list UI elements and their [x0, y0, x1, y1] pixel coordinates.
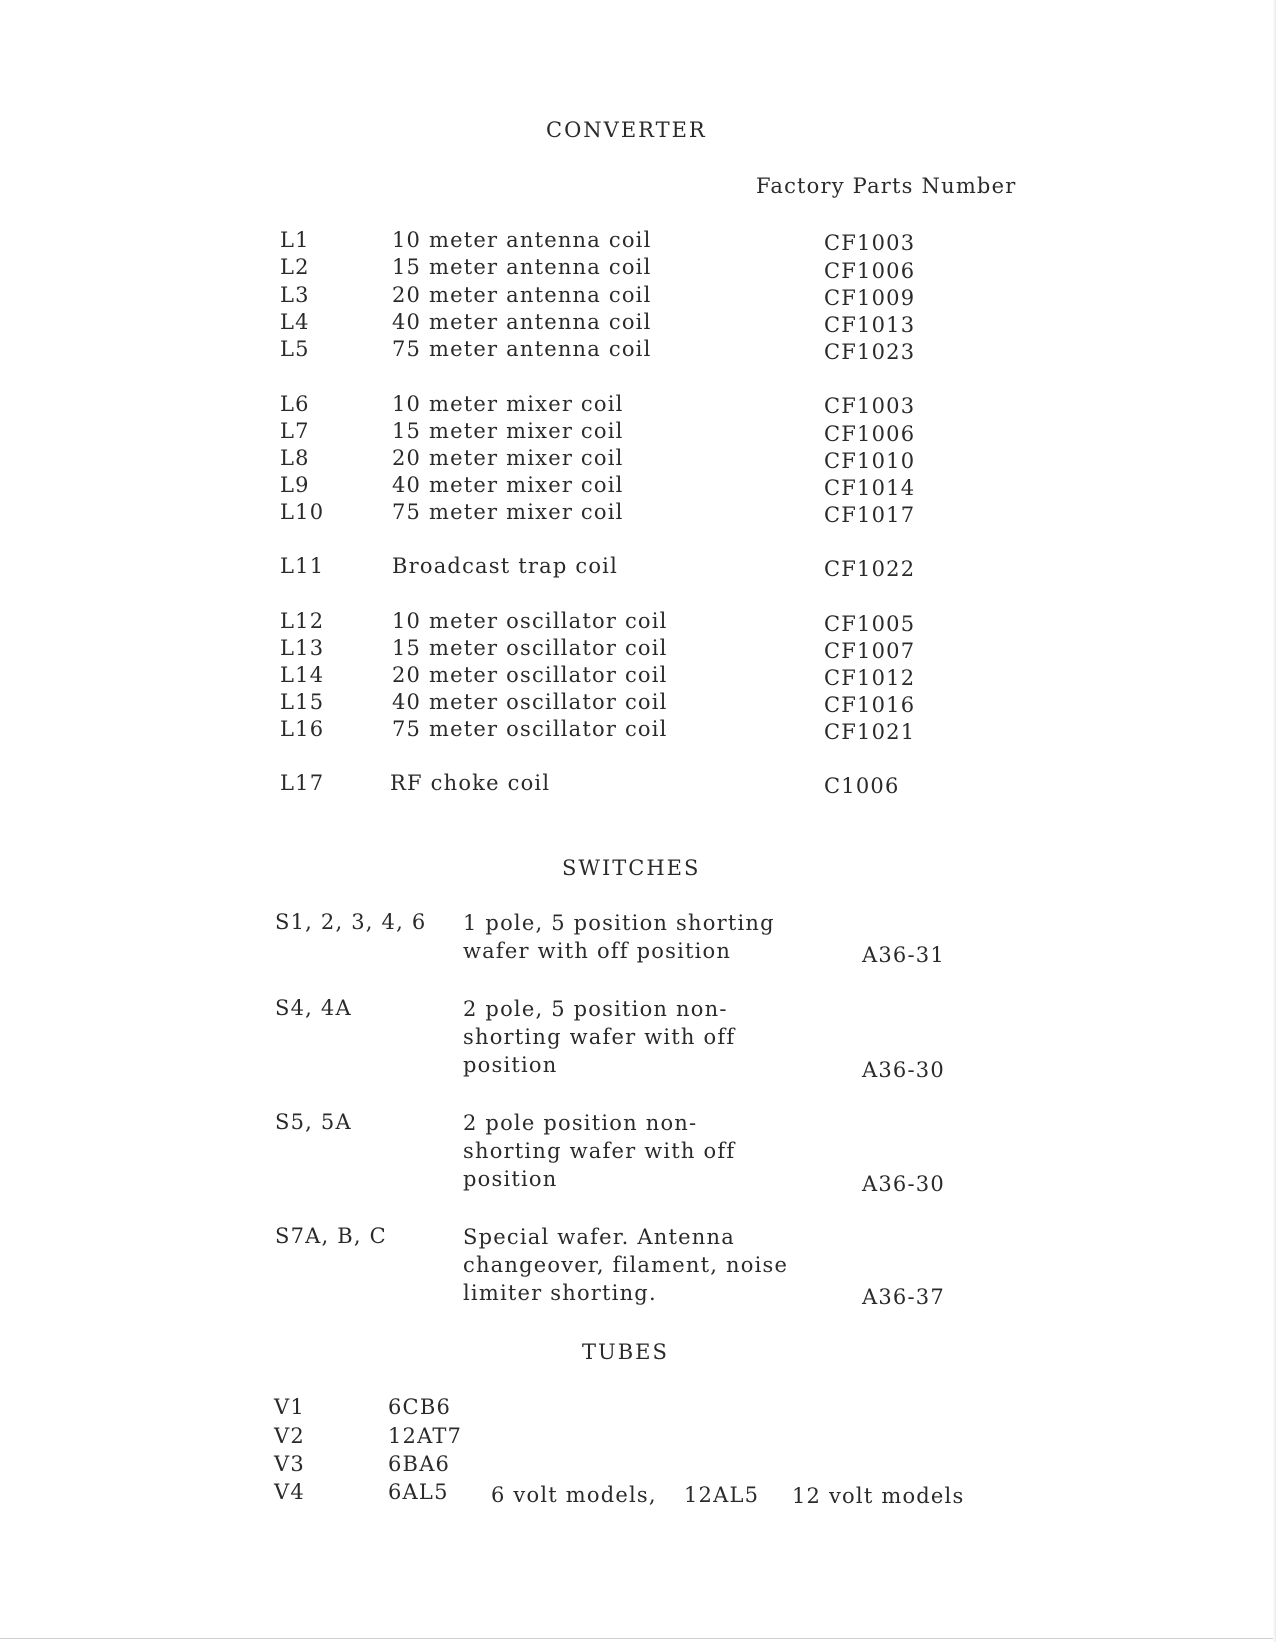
coil-ref: L8 [280, 446, 310, 470]
coil-description: 40 meter mixer coil [392, 473, 624, 497]
coil-description: RF choke coil [390, 771, 551, 795]
coil-ref: L10 [280, 500, 325, 524]
coil-part-number: CF1006 [824, 259, 916, 283]
coil-ref: L2 [280, 255, 310, 279]
coil-part-number: CF1016 [824, 693, 916, 717]
switch-description: Special wafer. Antenna changeover, filament, noise limiter shorting. [463, 1225, 789, 1305]
coil-description: 20 meter oscillator coil [392, 663, 668, 687]
coil-ref: L11 [280, 554, 325, 578]
coil-part-number: CF1003 [824, 394, 916, 418]
coil-ref: L6 [280, 392, 310, 416]
coil-ref: L13 [280, 636, 325, 660]
coil-part-number: CF1021 [824, 720, 916, 744]
tube-type: 6BA6 [388, 1452, 451, 1476]
coil-ref: L16 [280, 717, 325, 741]
coil-ref: L3 [280, 283, 310, 307]
coil-ref: L17 [280, 771, 325, 795]
coil-description: 10 meter oscillator coil [392, 609, 668, 633]
switch-ref: S1, 2, 3, 4, 6 [275, 910, 427, 934]
tube-ref: V1 [274, 1395, 305, 1419]
coil-part-number: CF1012 [824, 666, 916, 690]
coil-description: 15 meter antenna coil [392, 255, 652, 279]
coil-description: 75 meter mixer coil [392, 500, 624, 524]
page-title: CONVERTER [546, 118, 707, 142]
coil-part-number: CF1017 [824, 503, 916, 527]
coil-description: 20 meter mixer coil [392, 446, 624, 470]
coil-description: 75 meter oscillator coil [392, 717, 668, 741]
coil-description: 40 meter antenna coil [392, 310, 652, 334]
switch-part-number: A36-30 [862, 1172, 945, 1196]
coil-part-number: CF1006 [824, 422, 916, 446]
switch-ref: S7A, B, C [275, 1224, 387, 1248]
coil-part-number: C1006 [824, 774, 900, 798]
coil-ref: L14 [280, 663, 325, 687]
coil-ref: L7 [280, 419, 310, 443]
coil-ref: L12 [280, 609, 325, 633]
coil-description: 15 meter mixer coil [392, 419, 624, 443]
switch-part-number: A36-30 [862, 1058, 945, 1082]
tube-ref: V4 [274, 1480, 305, 1504]
coil-part-number: CF1003 [824, 231, 916, 255]
coil-ref: L4 [280, 310, 310, 334]
coil-description: Broadcast trap coil [392, 554, 619, 578]
coil-description: 75 meter antenna coil [392, 337, 652, 361]
coil-part-number: CF1014 [824, 476, 916, 500]
coil-description: 15 meter oscillator coil [392, 636, 668, 660]
coil-part-number: CF1009 [824, 286, 916, 310]
coil-description: 20 meter antenna coil [392, 283, 652, 307]
coil-part-number: CF1007 [824, 639, 916, 663]
coil-ref: L5 [280, 337, 310, 361]
column-header-parts-number: Factory Parts Number [756, 174, 1017, 198]
switch-ref: S5, 5A [275, 1110, 352, 1134]
coil-part-number: CF1023 [824, 340, 916, 364]
switch-ref: S4, 4A [275, 996, 352, 1020]
tube-ref: V3 [274, 1452, 305, 1476]
coil-part-number: CF1022 [824, 557, 916, 581]
tubes-heading: TUBES [582, 1340, 669, 1364]
coil-part-number: CF1013 [824, 313, 916, 337]
switch-description: 2 pole, 5 position non-shorting wafer with off position [463, 997, 736, 1077]
coil-part-number: CF1005 [824, 612, 916, 636]
switch-description: 1 pole, 5 position shorting wafer with off position [463, 911, 775, 963]
coil-description: 10 meter mixer coil [392, 392, 624, 416]
switches-heading: SWITCHES [562, 856, 701, 880]
tube-ref: V2 [274, 1424, 305, 1448]
tube-note-6-volt: 6 volt models, [491, 1483, 657, 1507]
coil-description: 10 meter antenna coil [392, 228, 652, 252]
tube-note-12-volt-type: 12AL5 [684, 1483, 760, 1507]
coil-description: 40 meter oscillator coil [392, 690, 668, 714]
switch-part-number: A36-31 [862, 943, 945, 967]
coil-ref: L9 [280, 473, 310, 497]
coil-ref: L1 [280, 228, 310, 252]
tube-type: 6AL5 [388, 1480, 449, 1504]
tube-type: 12AT7 [388, 1424, 463, 1448]
switch-part-number: A36-37 [862, 1285, 945, 1309]
tube-type: 6CB6 [388, 1395, 452, 1419]
page-bottom-edge [0, 1638, 1276, 1639]
coil-ref: L15 [280, 690, 325, 714]
tube-note-12-volt: 12 volt models [792, 1484, 965, 1508]
coil-part-number: CF1010 [824, 449, 916, 473]
switch-description: 2 pole position non-shorting wafer with off position [463, 1111, 736, 1191]
